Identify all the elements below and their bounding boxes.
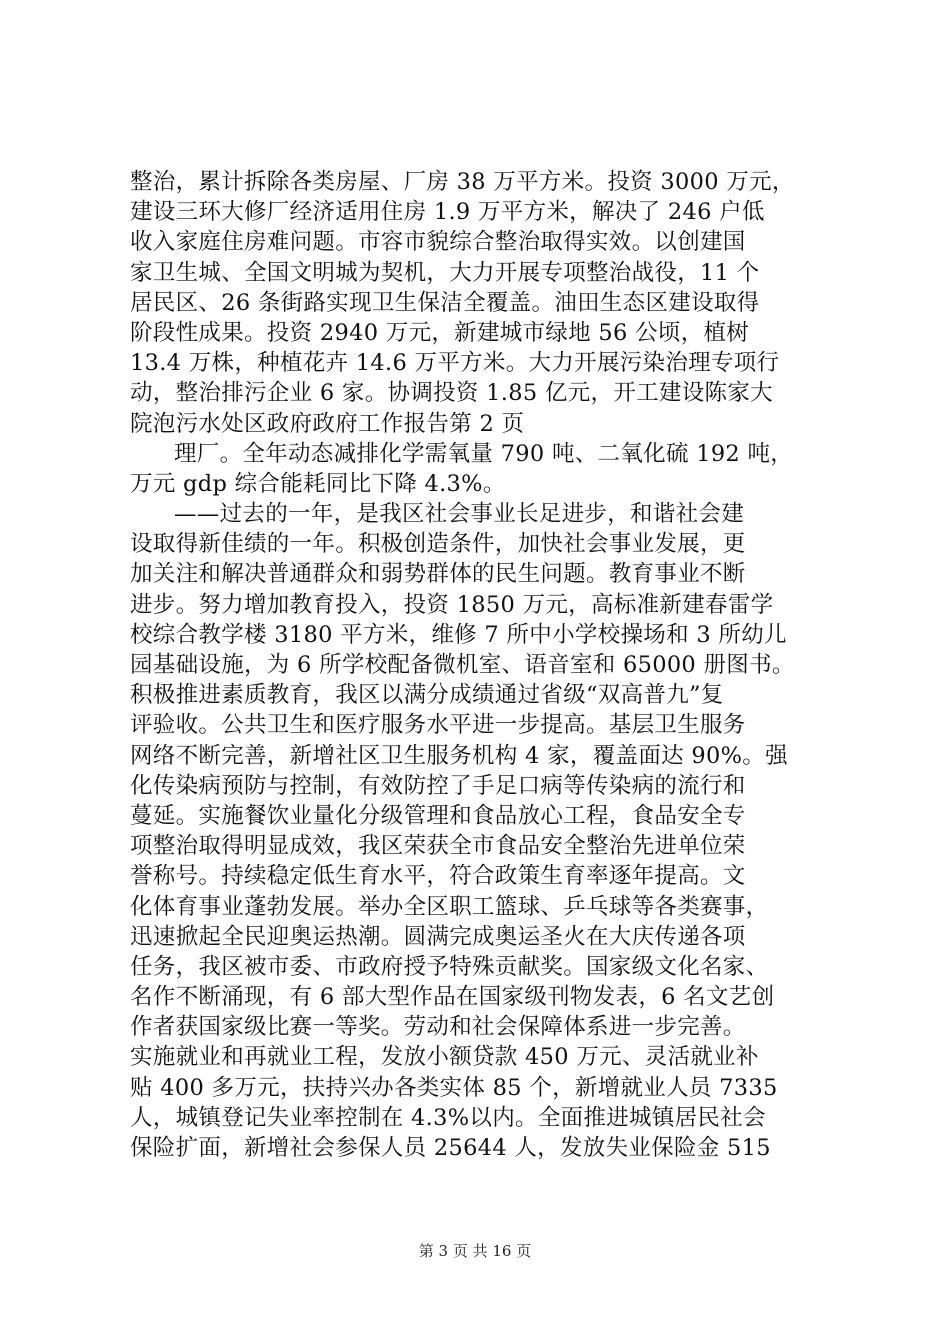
text-line: 13.4 万株，种植花卉 14.6 万平方米。大力开展污染治理专项行	[130, 350, 780, 377]
text-line: 进步。努力增加教育投入，投资 1850 万元，高标准新建春雷学	[130, 591, 774, 618]
text-line: 园基础设施，为 6 所学校配备微机室、语音室和 65000 册图书。	[130, 652, 795, 678]
document-body	[130, 167, 850, 1163]
text-line: 蔓延。实施餐饮业量化分级管理和食品放心工程，食品安全专	[130, 802, 746, 829]
text-line: 网络不断完善，新增社区卫生服务机构 4 家，覆盖面达 90%。强	[130, 742, 788, 769]
text-line: 院泡污水处区政府政府工作报告第 2 页	[130, 410, 525, 437]
text-line: 任务，我区被市委、市政府授予特殊贡献奖。国家级文化名家、	[130, 953, 769, 980]
text-line: 加关注和解决普通群众和弱势群体的民生问题。教育事业不断	[130, 561, 746, 588]
text-line: 作者获国家级比赛一等奖。劳动和社会保障体系进一步完善。	[130, 1014, 746, 1041]
text-line: 理厂。全年动态减排化学需氧量 790 吨、二氧化硫 192 吨，	[174, 440, 794, 467]
text-line: 化传染病预防与控制，有效防控了手足口病等传染病的流行和	[130, 772, 746, 799]
text-line: 迅速掀起全民迎奥运热潮。圆满完成奥运圣火在大庆传递各项	[130, 923, 746, 950]
text-line: 居民区、26 条街路实现卫生保洁全覆盖。油田生态区建设取得	[130, 289, 760, 316]
text-line: 收入家庭住房难问题。市容市貌综合整治取得实效。以创建国	[130, 229, 746, 256]
text-line: 名作不断涌现，有 6 部大型作品在国家级刊物发表，6 名文艺创	[130, 984, 775, 1011]
text-line: 校综合教学楼 3180 平方米，维修 7 所中小学校操场和 3 所幼儿	[130, 621, 787, 648]
text-line: 化体育事业蓬勃发展。举办全区职工篮球、乒乓球等各类赛事，	[130, 893, 769, 920]
text-line: 家卫生城、全国文明城为契机，大力开展专项整治战役，11 个	[130, 259, 760, 286]
text-line: 整治，累计拆除各类房屋、厂房 38 万平方米。投资 3000 万元，	[130, 169, 795, 195]
text-line: ——过去的一年，是我区社会事业长足进步，和谐社会建	[174, 501, 745, 528]
text-line: 项整治取得明显成效，我区荣获全市食品安全整治先进单位荣	[130, 833, 746, 860]
text-line: 评验收。公共卫生和医疗服务水平进一步提高。基层卫生服务	[130, 712, 746, 739]
text-line: 人，城镇登记失业率控制在 4.3%以内。全面推进城镇居民社会	[130, 1104, 766, 1131]
text-line: 誉称号。持续稳定低生育水平，符合政策生育率逐年提高。文	[130, 863, 746, 890]
text-line: 设取得新佳绩的一年。积极创造条件，加快社会事业发展，更	[130, 531, 746, 558]
text-line: 阶段性成果。投资 2940 万元，新建城市绿地 56 公顷，植树	[130, 319, 750, 346]
text-line: 万元 gdp 综合能耗同比下降 4.3%。	[130, 470, 506, 497]
text-line: 贴 400 多万元，扶持兴办各类实体 85 个，新增就业人员 7335	[130, 1074, 778, 1101]
text-line: 实施就业和再就业工程，发放小额贷款 450 万元、灵活就业补	[130, 1044, 759, 1071]
text-line: 积极推进素质教育，我区以满分成绩通过省级“双高普九”复	[130, 682, 724, 709]
text-line: 建设三环大修厂经济适用住房 1.9 万平方米，解决了 246 户低	[130, 199, 765, 226]
page-footer: 第 3 页 共 16 页	[418, 1242, 532, 1260]
text-line: 保险扩面，新增社会参保人员 25644 人，发放失业保险金 515	[130, 1135, 771, 1161]
text-line: 动，整治排污企业 6 家。协调投资 1.85 亿元，开工建设陈家大	[130, 380, 773, 407]
